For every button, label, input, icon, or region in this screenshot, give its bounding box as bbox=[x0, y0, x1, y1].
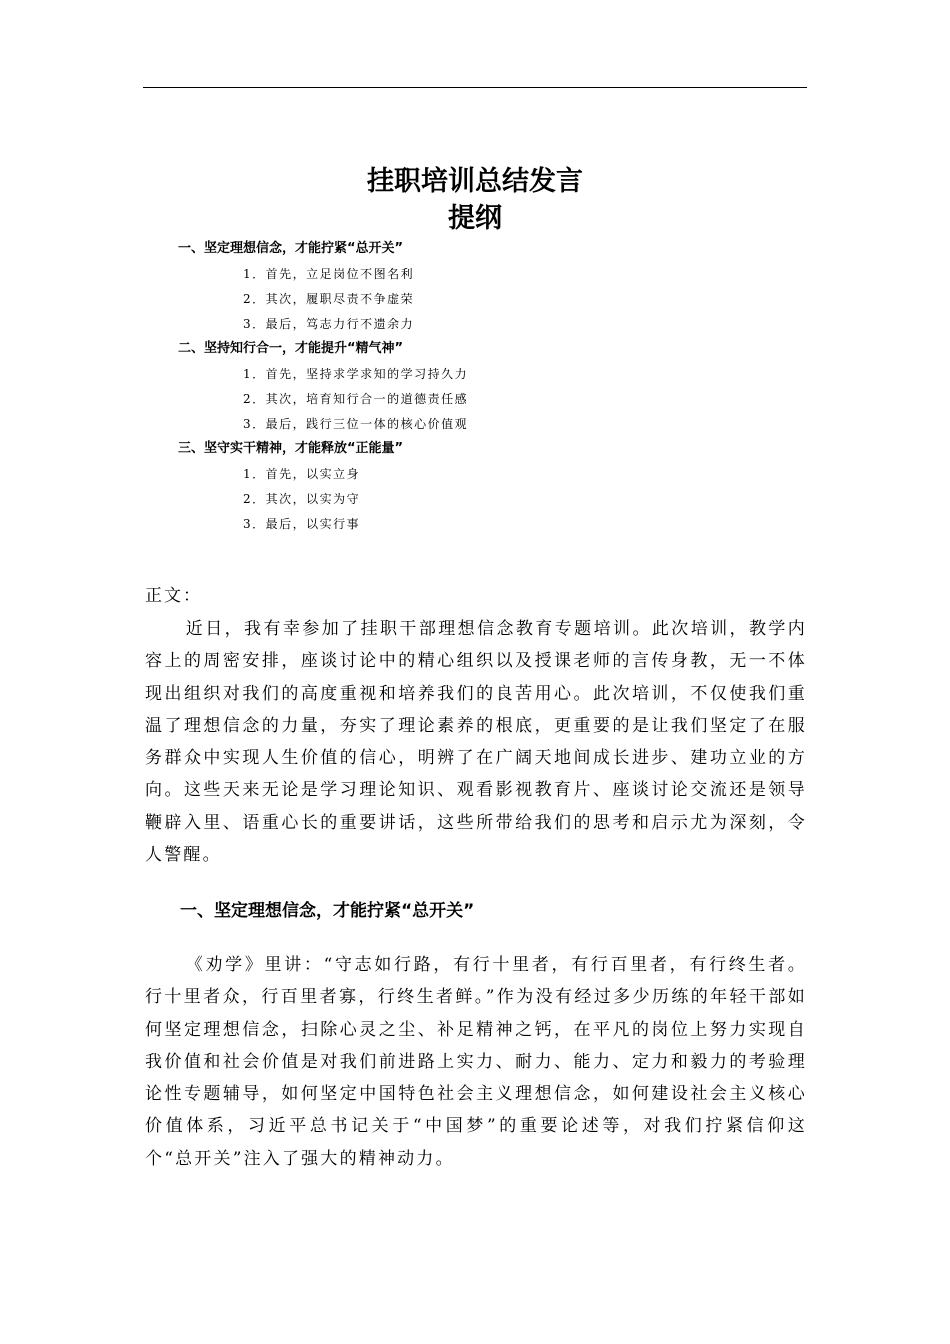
section-heading-1: 一、坚定理想信念，才能拧紧“总开关” bbox=[180, 901, 475, 921]
outline-item: 2．其次，培育知行合一的道德责任感 bbox=[243, 392, 469, 406]
outline-item: 1．首先，坚持求学求知的学习持久力 bbox=[243, 367, 469, 381]
document-title: 挂职培训总结发言 bbox=[367, 166, 583, 197]
body-paragraph-2: 《劝学》里讲：“守志如行路，有行十里者，有行百里者，有行终生者。行十里者众，行百里者寡，行终生者鲜。”作为没有经过多少历练的年轻干部如何坚定理想信念，扫除心灵之尘、补足精神之钙，在平凡的岗位上努力实现自我价值和社会价值是对我们前进路上实力、耐力、能力、定力和毅力的考验理论性专题辅导，如何坚定中国特色社会主义理想信念，如何建设社会主义核心价值体系，习近平总书记关于“中国梦”的重要论述等，对我们拧紧信仰这个“总开关”注入了强大的精神动力。 bbox=[145, 955, 807, 1169]
outline-item: 3．最后，笃志力行不遗余力 bbox=[243, 317, 415, 331]
outline-heading-1: 一、坚定理想信念，才能拧紧“总开关” bbox=[178, 241, 404, 256]
outline-heading-3: 三、坚守实干精神，才能释放“正能量” bbox=[178, 441, 404, 456]
body-label: 正文： bbox=[145, 586, 202, 606]
outline-item: 2．其次，以实为守 bbox=[243, 492, 361, 506]
outline-item: 3．最后，践行三位一体的核心价值观 bbox=[243, 417, 469, 431]
outline-item: 1．首先，立足岗位不图名利 bbox=[243, 267, 415, 281]
outline-item: 1．首先，以实立身 bbox=[243, 467, 361, 481]
document-subtitle: 提纲 bbox=[448, 203, 502, 234]
outline-item: 2．其次，履职尽责不争虚荣 bbox=[243, 292, 415, 306]
body-paragraph-1: 近日，我有幸参加了挂职干部理想信念教育专题培训。此次培训，教学内容上的周密安排，座谈讨论中的精心组织以及授课老师的言传身教，无一不体现出组织对我们的高度重视和培养我们的良苦用心。此次培训，不仅使我们重温了理想信念的力量，夯实了理论素养的根底，更重要的是让我们坚定了在服务群众中实现人生价值的信心，明辨了在广阔天地间成长进步、建功立业的方向。这些天来无论是学习理论知识、观看影视教育片、座谈讨论交流还是领导鞭辟入里、语重心长的重要讲话，这些所带给我们的思考和启示尤为深刻，令人警醒。 bbox=[145, 619, 807, 866]
outline-item: 3．最后，以实行事 bbox=[243, 517, 361, 531]
header-rule bbox=[143, 87, 807, 88]
outline-heading-2: 二、坚持知行合一，才能提升“精气神” bbox=[178, 341, 404, 356]
